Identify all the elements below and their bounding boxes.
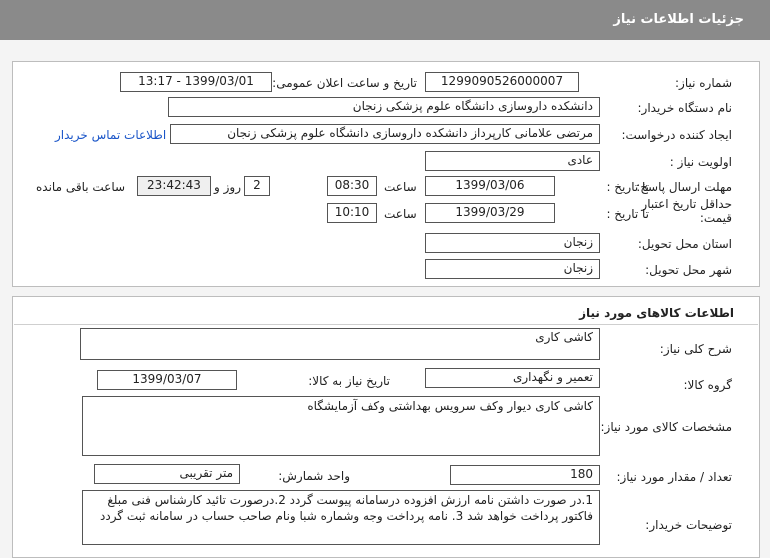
announce-field[interactable]: 1399/03/01 - 13:17 [120, 72, 272, 92]
deadline-date-field[interactable]: 1399/03/06 [425, 176, 555, 196]
goods-group-label: گروه کالا: [683, 378, 732, 392]
deadline-time-field[interactable]: 08:30 [327, 176, 377, 196]
buyer-org-field[interactable]: دانشکده داروسازی دانشگاه علوم پزشکی زنجان [168, 97, 600, 117]
summary-field[interactable]: کاشی کاری [80, 328, 600, 360]
goods-section-title: اطلاعات کالاهای مورد نیاز [579, 306, 734, 320]
validity-label-line1: حداقل تاریخ اعتبار [641, 197, 732, 211]
buyer-contact-link[interactable]: اطلاعات تماس خریدار [55, 128, 167, 142]
unit-field[interactable]: متر تقریبی [94, 464, 240, 484]
requester-field[interactable]: مرتضی علامانی کارپرداز دانشکده داروسازی دانشگاه علوم پزشکی زنجان [170, 124, 600, 144]
page-header [0, 0, 770, 40]
page-title: جزئیات اطلاعات نیاز [613, 12, 744, 27]
province-field[interactable]: زنجان [425, 233, 600, 253]
summary-label: شرح کلی نیاز: [659, 342, 732, 356]
city-label: شهر محل تحویل: [645, 263, 732, 277]
priority-field[interactable]: عادی [425, 151, 600, 171]
remaining-label: ساعت باقی مانده [36, 180, 126, 194]
validity-time-label: ساعت [384, 207, 417, 221]
section-divider [14, 324, 758, 325]
requester-label: ایجاد کننده درخواست: [621, 128, 732, 142]
province-label: استان محل تحویل: [637, 237, 732, 251]
quantity-label: تعداد / مقدار مورد نیاز: [616, 470, 732, 484]
need-number-field[interactable]: 1299090526000007 [425, 72, 579, 92]
deadline-label: مهلت ارسال پاسخ: [636, 180, 732, 194]
buyer-org-label: نام دستگاه خریدار: [637, 101, 732, 115]
buyer-notes-field[interactable]: 1.در صورت داشتن نامه ارزش افزوده درسامانه پیوست گردد 2.درصورت تائید کارشناس فنی مبلغ فاکتور پرداخت خواهد شد 3. نامه پرداخت وجه وشماره شبا ونام صاحب حساب در سامانه ثبت گردد [82, 490, 600, 545]
need-date-label: تاریخ نیاز به کالا: [308, 374, 390, 388]
validity-time-field[interactable]: 10:10 [327, 203, 377, 223]
city-field[interactable]: زنجان [425, 259, 600, 279]
quantity-field[interactable]: 180 [450, 465, 600, 485]
buyer-notes-label: توضیحات خریدار: [645, 518, 732, 532]
remaining-days-field[interactable]: 2 [244, 176, 270, 196]
spec-label: مشخصات کالای مورد نیاز: [600, 420, 732, 434]
remaining-time-field: 23:42:43 [137, 176, 211, 196]
spec-field[interactable]: کاشی کاری دیوار وکف سرویس بهداشتی وکف آزمایشگاه [82, 396, 600, 456]
need-date-field[interactable]: 1399/03/07 [97, 370, 237, 390]
priority-label: اولویت نیاز : [669, 155, 732, 169]
unit-label: واحد شمارش: [278, 469, 350, 483]
validity-date-field[interactable]: 1399/03/29 [425, 203, 555, 223]
validity-label-line2: قیمت: [699, 211, 732, 225]
deadline-to-date-label: تا تاریخ : [606, 180, 649, 194]
need-info-panel [12, 61, 760, 287]
goods-group-field[interactable]: تعمیر و نگهداری [425, 368, 600, 388]
deadline-time-label: ساعت [384, 180, 417, 194]
announce-label: تاریخ و ساعت اعلان عمومی: [272, 76, 417, 90]
days-label: روز و [214, 180, 241, 194]
need-number-label: شماره نیاز: [675, 76, 732, 90]
validity-to-date-label: تا تاریخ : [606, 207, 649, 221]
